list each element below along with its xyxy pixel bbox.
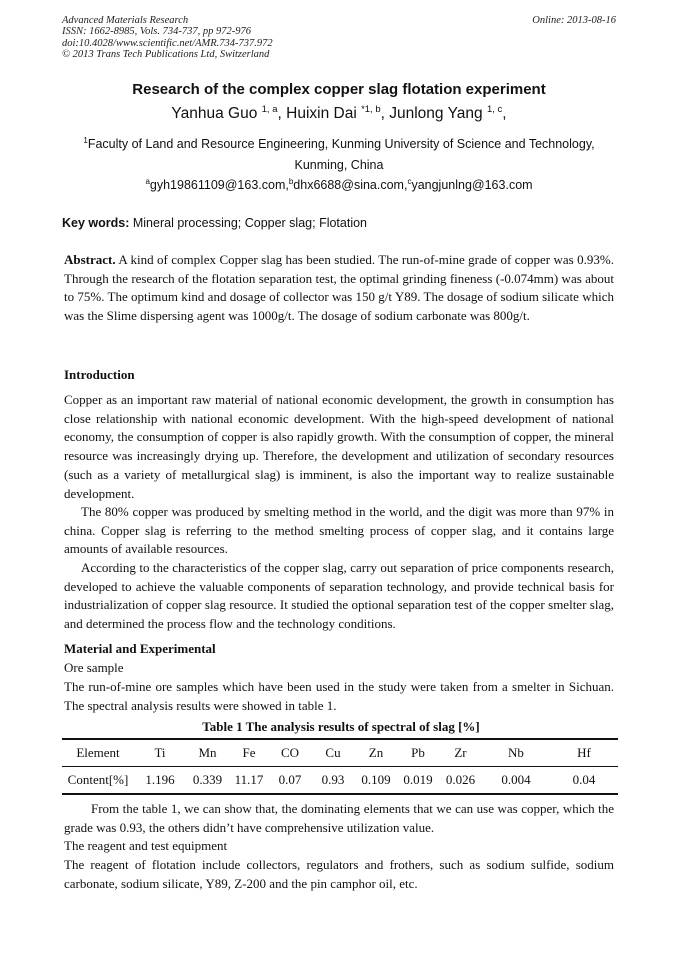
table-cell: 0.93 xyxy=(321,772,345,787)
author-name: Junlong Yang xyxy=(389,105,483,122)
journal-issn: ISSN: 1662-8985, Vols. 734-737, pp 972-976 xyxy=(62,26,251,38)
intro-paragraph-1: Copper as an important raw material of national economic development, the growth in consumption has close relationship with national economic development. With the high-speed development of national economy, the consumption of copper is also rapidly growth. With the consumption of copper, the mineral resource was increasingly drying up. Therefore, the development and utilization of secondary resources (such as a variety of metallurgical slag) is imminent, is also the important way to realize sustainable development. xyxy=(64,392,614,501)
keywords xyxy=(62,216,367,230)
author-list xyxy=(62,104,616,123)
affil-mark: 1 xyxy=(83,136,88,145)
author-name: Huixin Dai xyxy=(286,105,357,122)
material-heading: Material and Experimental xyxy=(64,641,216,656)
abstract xyxy=(64,251,614,326)
author-name: Yanhua Guo xyxy=(171,105,258,122)
table-cell: 0.07 xyxy=(278,772,302,787)
table-header-cell: Nb xyxy=(508,745,524,760)
email-list xyxy=(62,177,616,192)
author-affil-mark: *1, b xyxy=(361,104,381,115)
table-header-cell: Ti xyxy=(154,745,166,760)
table-caption: Table 1 The analysis results of spectral of slag [%] xyxy=(202,719,480,734)
keywords-label: Key words: xyxy=(62,216,130,230)
ore-sample-subheading: Ore sample xyxy=(64,660,124,675)
affiliation xyxy=(62,131,616,175)
table-cell: 0.019 xyxy=(403,772,433,787)
table-cell: Content[%] xyxy=(67,772,129,787)
author-separator: , xyxy=(502,105,507,122)
intro-paragraph-2: The 80% copper was produced by smelting method in the world, and the digit was more than 97% in china. Copper slag is referring to the method smelting process of copper slag, and it contains large amounts of available resources. xyxy=(64,504,614,557)
author-affil-mark: 1, c xyxy=(486,104,503,115)
email-link[interactable]: gyh19861109@163.com, xyxy=(149,178,289,192)
email-mark: a xyxy=(145,177,150,186)
reagent-subheading: The reagent and test equipment xyxy=(64,838,228,853)
table-header-cell: Zn xyxy=(368,745,384,760)
table-header-cell: Element xyxy=(76,745,120,760)
email-link[interactable]: dhx6688@sina.com, xyxy=(293,178,408,192)
abstract-text: A kind of complex Copper slag has been studied. The run-of-mine grade of copper was 0.93%. Through the research of the flotation separation test, the optimal grinding fineness (-0.074mm) was about to 75%. The optimum kind and dosage of collector was 150 g/t Y89. The dosage of sodium silicate which was the Slime dispersing agent was 1000g/t. The dosage of sodium carbonate was 800g/t. xyxy=(64,252,614,324)
table-header-cell: Fe xyxy=(242,745,256,760)
table-cell: 0.026 xyxy=(445,772,476,787)
spectral-analysis-table xyxy=(62,738,618,795)
results-paragraph: From the table 1, we can show that, the dominating elements that we can use was copper, which the grade was 0.93, the others didn’t have comprehensive utilization value. xyxy=(64,801,614,835)
author-separator: , xyxy=(277,105,287,122)
affil-line-2: Kunming, China xyxy=(294,157,384,172)
introduction-heading: Introduction xyxy=(64,367,135,382)
online-date: Online: 2013-08-16 xyxy=(532,15,616,26)
email-link[interactable]: yangjunlng@163.com xyxy=(411,178,533,192)
keywords-text: Mineral processing; Copper slag; Flotation xyxy=(129,216,368,230)
email-mark: b xyxy=(288,177,294,186)
table-cell: 0.04 xyxy=(572,772,596,787)
table-header-cell: CO xyxy=(280,745,300,760)
intro-paragraph-3: According to the characteristics of the copper slag, carry out separation of price components research, developed to achieve the valuable components of separation technology, and provide technical basis for industrialization of copper slag resource. It studied the optional separation test of the copper smelter slag, and determined the process flow and the technology conditions. xyxy=(64,560,614,632)
table-cell: 0.339 xyxy=(192,772,223,787)
material-paragraph: The run-of-mine ore samples which have been used in the study were taken from a smelter in Sichuan. The spectral analysis results were showed in table 1. xyxy=(64,679,614,713)
table-header-cell: Cu xyxy=(325,745,341,760)
table-header-cell: Mn xyxy=(198,745,217,760)
paper-title: Research of the complex copper slag flotation experiment xyxy=(132,81,546,98)
journal-name: Advanced Materials Research xyxy=(62,15,189,26)
journal-doi: doi:10.4028/www.scientific.net/AMR.734-737.972 xyxy=(62,37,273,49)
email-mark: c xyxy=(407,177,412,186)
table-cell: 0.109 xyxy=(361,772,391,787)
abstract-label: Abstract. xyxy=(64,252,116,267)
affil-line-1: Faculty of Land and Resource Engineering, Kunming University of Science and Technology, xyxy=(87,137,595,151)
journal-header xyxy=(62,15,616,61)
table-header-row xyxy=(62,739,618,767)
journal-copyright: © 2013 Trans Tech Publications Ltd, Switzerland xyxy=(62,49,270,61)
table-header-cell: Hf xyxy=(577,745,591,760)
table-header-cell: Pb xyxy=(411,745,425,760)
table-cell: 11.17 xyxy=(234,772,264,787)
author-affil-mark: 1, a xyxy=(261,104,278,115)
table-cell: 0.004 xyxy=(501,772,531,787)
table-row xyxy=(62,767,618,795)
table-header-cell: Zr xyxy=(454,745,467,760)
reagent-paragraph: The reagent of flotation include collectors, regulators and frothers, such as sodium sulfide, sodium carbonate, sodium silicate, Y89, Z-200 and the pin camphor oil, etc. xyxy=(64,857,614,891)
author-separator: , xyxy=(380,105,390,122)
table-cell: 1.196 xyxy=(145,772,175,787)
